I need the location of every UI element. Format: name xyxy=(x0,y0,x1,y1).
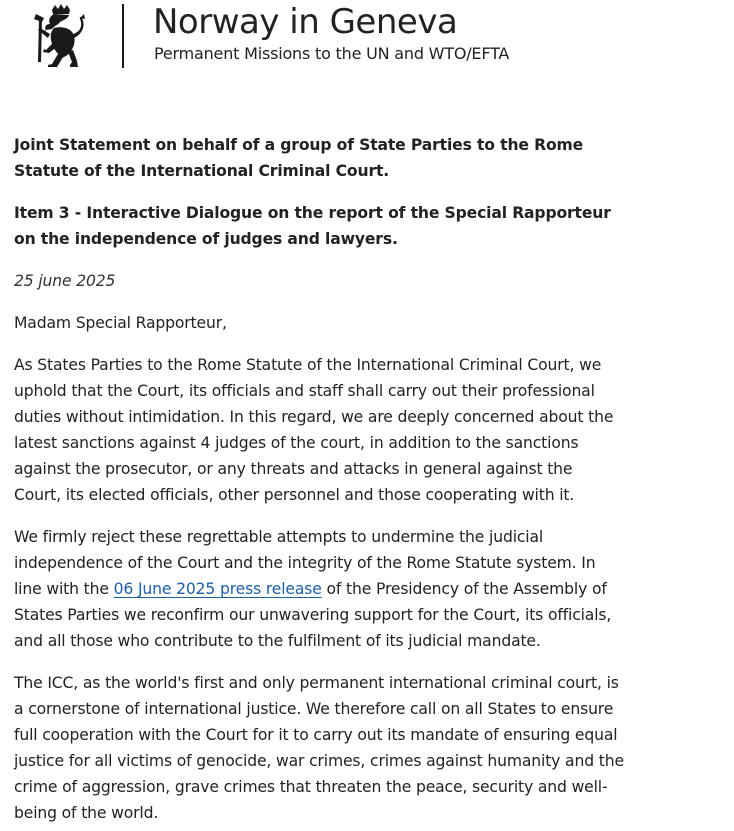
norwegian-lion-coat-of-arms-icon[interactable] xyxy=(32,4,88,70)
paragraph-3: The ICC, as the world's first and only permanent international criminal court, is a cornerstone of international justice. We therefore call on all States to ensure full cooperation with the Court for it to carry out its mandate of ensuring equal justice for all victims of genocide, war crimes, crimes against humanity and the crime of aggression, grave crimes that threaten the peace, security and well-being of the world. xyxy=(14,674,624,822)
paragraph-2-text-before: We firmly reject these regrettable attempts to undermine the judicial independence of the Court and the integrity of the Rome Statute system. In line with the xyxy=(14,528,596,598)
statement-date: 25 june 2025 xyxy=(14,272,116,290)
paragraph-2 xyxy=(14,524,624,654)
site-subtitle: Permanent Missions to the UN and WTO/EFTA xyxy=(154,44,510,63)
paragraph-1: As States Parties to the Rome Statute of the International Criminal Court, we uphold that the Court, its officials and staff shall carry out their professional duties without intimidation. In this regard, we are deeply concerned about the latest sanctions against 4 judges of the court, in addition to the sanctions against the prosecutor, or any threats and attacks in general against the Court, its elected officials, other personnel and those cooperating with it. xyxy=(14,356,614,504)
paragraph-2-text-after: of the Presidency of the Assembly of States Parties we reconfirm our unwavering support for the Court, its officials, and all those who contribute to the fulfilment of its judicial mandate. xyxy=(14,580,612,650)
salutation: Madam Special Rapporteur, xyxy=(14,314,227,332)
article-body xyxy=(14,132,624,831)
site-title[interactable]: Norway in Geneva xyxy=(153,2,458,42)
header-divider xyxy=(122,4,124,68)
press-release-link[interactable]: 06 June 2025 press release xyxy=(113,580,322,598)
agenda-item-heading: Item 3 - Interactive Dialogue on the report of the Special Rapporteur on the independence of judges and lawyers. xyxy=(14,204,611,248)
statement-heading: Joint Statement on behalf of a group of State Parties to the Rome Statute of the International Criminal Court. xyxy=(14,136,584,180)
site-header xyxy=(0,0,734,80)
